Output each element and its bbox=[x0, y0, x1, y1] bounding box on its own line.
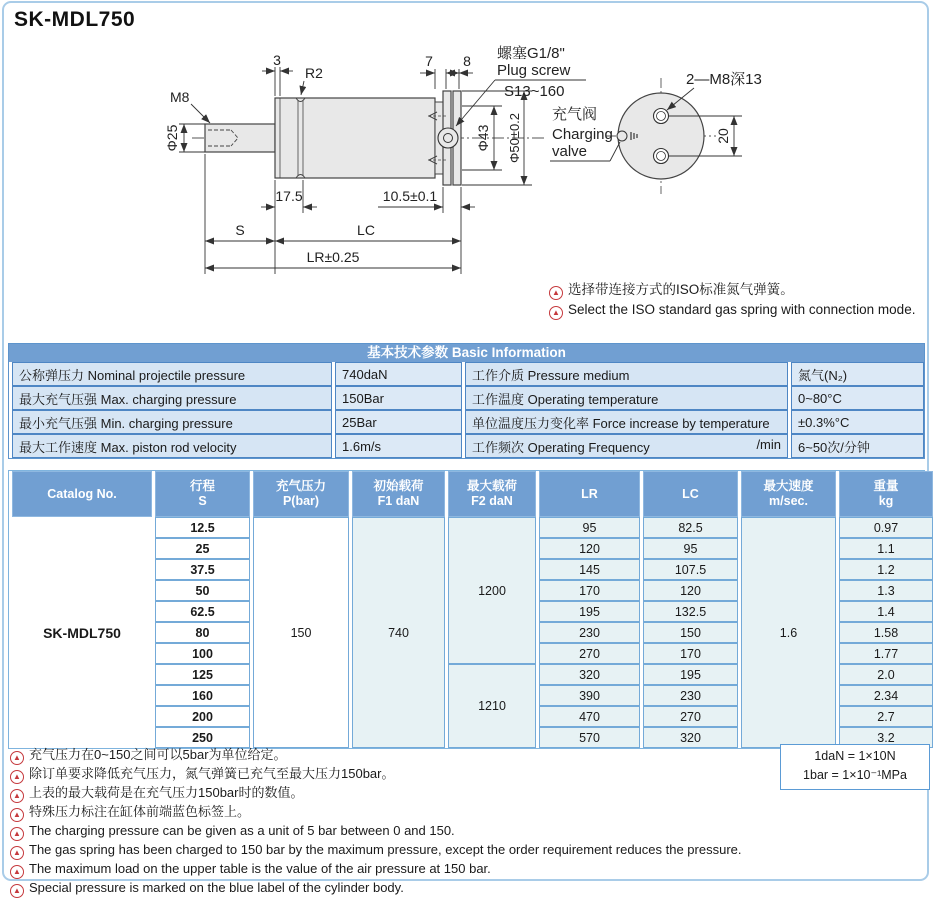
footnote-text: Special pressure is marked on the blue label of the cylinder body. bbox=[29, 880, 404, 895]
cell-stroke: 80 bbox=[155, 622, 250, 643]
footnote bbox=[10, 879, 742, 898]
param-label: 最大充气压强 Max. charging pressure bbox=[12, 386, 332, 410]
cell-initial-load: 740 bbox=[352, 517, 445, 748]
cell-stroke: 160 bbox=[155, 685, 250, 706]
param-label-text: 工作频次 Operating Frequency bbox=[472, 439, 650, 455]
footnote-text: 除订单要求降低充气压力，氮气弹簧已充气至最大压力150bar。 bbox=[29, 766, 395, 781]
valve-label-en2: valve bbox=[552, 143, 588, 160]
param-value: ±0.3%°C bbox=[791, 410, 924, 434]
r2-leader bbox=[301, 81, 304, 95]
cell-stroke: 250 bbox=[155, 727, 250, 748]
cell-lc: 120 bbox=[643, 580, 738, 601]
footnote-text: 上表的最大载荷是在充气压力150bar时的数值。 bbox=[29, 785, 304, 800]
param-label-text: 单位温度压力变化率 Force increase by temperature bbox=[472, 415, 770, 431]
drawing-notes bbox=[549, 280, 915, 320]
cell-lc: 170 bbox=[643, 643, 738, 664]
param-value: 25Bar bbox=[335, 410, 462, 434]
cell-weight: 3.2 bbox=[839, 727, 933, 748]
cell-weight: 2.0 bbox=[839, 664, 933, 685]
cell-max-load-1200: 1200 bbox=[448, 517, 536, 664]
basic-info-row bbox=[12, 410, 924, 434]
dim-20-label: 20 bbox=[715, 128, 731, 144]
warning-triangle-icon bbox=[549, 286, 563, 300]
footnote-text: The charging pressure can be given as a unit of 5 bar between 0 and 150. bbox=[29, 823, 455, 838]
cell-weight: 2.7 bbox=[839, 706, 933, 727]
cell-stroke: 125 bbox=[155, 664, 250, 685]
unit-conversion-box bbox=[780, 744, 930, 790]
cell-lr: 170 bbox=[539, 580, 640, 601]
end-hole-bottom bbox=[654, 149, 669, 164]
cell-stroke: 37.5 bbox=[155, 559, 250, 580]
cell-lc: 95 bbox=[643, 538, 738, 559]
warning-triangle-icon bbox=[10, 884, 24, 898]
cylinder-body bbox=[275, 98, 435, 178]
dim-7-8 bbox=[420, 69, 473, 89]
cell-stroke: 25 bbox=[155, 538, 250, 559]
param-label bbox=[465, 386, 788, 410]
cell-lr: 570 bbox=[539, 727, 640, 748]
cell-lc: 270 bbox=[643, 706, 738, 727]
col-header-weight: 重量 kg bbox=[839, 471, 933, 517]
cell-lr: 470 bbox=[539, 706, 640, 727]
cell-weight: 1.2 bbox=[839, 559, 933, 580]
basic-info-title: 基本技术参数 Basic Information bbox=[9, 344, 924, 362]
dim-dia50-label: Φ50±0.2 bbox=[507, 112, 522, 164]
cell-lc: 150 bbox=[643, 622, 738, 643]
unit-conversion-line: 1daN = 1×10N bbox=[814, 749, 896, 763]
col-header-catalog: Catalog No. bbox=[12, 471, 152, 517]
warning-triangle-icon bbox=[10, 865, 24, 879]
basic-info-row bbox=[12, 362, 924, 386]
charging-valve-symbol bbox=[617, 131, 627, 141]
col-header-stroke: 行程 S bbox=[155, 471, 250, 517]
cell-lc: 107.5 bbox=[643, 559, 738, 580]
spec-table bbox=[8, 470, 925, 749]
cell-lr: 390 bbox=[539, 685, 640, 706]
basic-info-table bbox=[8, 343, 925, 459]
warning-triangle-icon bbox=[10, 827, 24, 841]
cell-lr: 320 bbox=[539, 664, 640, 685]
cell-lr: 270 bbox=[539, 643, 640, 664]
basic-info-row bbox=[12, 386, 924, 410]
cell-catalog-no: SK-MDL750 bbox=[12, 517, 152, 748]
spec-header-row bbox=[12, 471, 933, 517]
cell-lc: 320 bbox=[643, 727, 738, 748]
footnote-text: The maximum load on the upper table is the value of the air pressure at 150 bar. bbox=[29, 861, 491, 876]
footnote-text: 特殊压力标注在缸体前端蓝色标签上。 bbox=[29, 804, 251, 819]
col-header-f1: 初始载荷 F1 daN bbox=[352, 471, 445, 517]
drawing-note bbox=[549, 280, 915, 300]
dim-lc-label: LC bbox=[357, 222, 375, 238]
cell-weight: 1.1 bbox=[839, 538, 933, 559]
col-header-speed: 最大速度 m/sec. bbox=[741, 471, 836, 517]
cell-lc: 82.5 bbox=[643, 517, 738, 538]
param-label-text: 工作介质 Pressure medium bbox=[472, 367, 630, 383]
m8-leader bbox=[191, 104, 210, 123]
param-value: 150Bar bbox=[335, 386, 462, 410]
footnote bbox=[10, 822, 742, 841]
cell-weight: 1.4 bbox=[839, 601, 933, 622]
param-value: 6~50次/分钟 bbox=[791, 434, 924, 458]
dim-3-label: 3 bbox=[273, 52, 281, 68]
dim-3 bbox=[262, 67, 293, 96]
unit-conversion-line: 1bar = 1×10⁻¹MPa bbox=[803, 768, 907, 782]
footnote-text: The gas spring has been charged to 150 bar by the maximum pressure, except the order requirement reduces the pressure. bbox=[29, 842, 742, 857]
param-value: 0~80°C bbox=[791, 386, 924, 410]
footnote bbox=[10, 803, 742, 822]
param-value: 740daN bbox=[335, 362, 462, 386]
col-header-pressure: 充气压力 P(bar) bbox=[253, 471, 349, 517]
end-hole-top bbox=[654, 109, 669, 124]
footnotes bbox=[10, 746, 742, 898]
cell-weight: 0.97 bbox=[839, 517, 933, 538]
piston-rod bbox=[205, 124, 275, 152]
col-header-f2: 最大载荷 F2 daN bbox=[448, 471, 536, 517]
dim-s-label: S bbox=[235, 222, 245, 238]
valve-label-en1: Charging bbox=[552, 126, 613, 143]
cell-stroke: 200 bbox=[155, 706, 250, 727]
drawing-note bbox=[549, 300, 915, 320]
dim-m8-label: M8 bbox=[170, 89, 190, 105]
dim-17-5-label: 17.5 bbox=[275, 188, 303, 204]
cell-weight: 1.58 bbox=[839, 622, 933, 643]
warning-triangle-icon bbox=[549, 306, 563, 320]
param-value: 氮气(N₂) bbox=[791, 362, 924, 386]
warning-triangle-icon bbox=[10, 846, 24, 860]
cell-stroke: 50 bbox=[155, 580, 250, 601]
param-label bbox=[465, 362, 788, 386]
footnote bbox=[10, 841, 742, 860]
footnote bbox=[10, 765, 742, 784]
plug-screw bbox=[438, 128, 458, 148]
cell-lc: 195 bbox=[643, 664, 738, 685]
dim-8-label: 8 bbox=[463, 53, 471, 69]
dim-10-5-label: 10.5±0.1 bbox=[382, 188, 438, 204]
cell-weight: 1.77 bbox=[839, 643, 933, 664]
page-title: SK-MDL750 bbox=[14, 8, 136, 31]
plug-label-en: Plug screw bbox=[497, 62, 571, 79]
cell-lc: 132.5 bbox=[643, 601, 738, 622]
dim-r2-label: R2 bbox=[305, 65, 323, 81]
footnote bbox=[10, 784, 742, 803]
param-label: 最大工作速度 Max. piston rod velocity bbox=[12, 434, 332, 458]
cell-lc: 230 bbox=[643, 685, 738, 706]
param-label bbox=[465, 434, 788, 458]
cell-stroke: 12.5 bbox=[155, 517, 250, 538]
param-value: 1.6m/s bbox=[335, 434, 462, 458]
drawing-note-text: Select the ISO standard gas spring with connection mode. bbox=[568, 302, 916, 317]
param-label: 公称弹压力 Nominal projectile pressure bbox=[12, 362, 332, 386]
valve-label-cn: 充气阀 bbox=[552, 106, 598, 123]
cell-max-speed: 1.6 bbox=[741, 517, 836, 748]
param-label-text: 工作温度 Operating temperature bbox=[472, 391, 659, 407]
spec-row bbox=[12, 517, 933, 538]
warning-triangle-icon bbox=[10, 770, 24, 784]
end-view bbox=[606, 78, 716, 194]
dim-lr-label: LR±0.25 bbox=[306, 249, 360, 265]
valve-leader bbox=[610, 142, 620, 161]
dim-dia25-label: Φ25 bbox=[164, 124, 180, 152]
footnote-text: 充气压力在0~150之间可以5bar为单位给定。 bbox=[29, 747, 287, 762]
col-header-lr: LR bbox=[539, 471, 640, 517]
cell-max-load-1210: 1210 bbox=[448, 664, 536, 748]
cell-weight: 1.3 bbox=[839, 580, 933, 601]
cell-lr: 230 bbox=[539, 622, 640, 643]
plug-leader bbox=[456, 80, 495, 126]
warning-triangle-icon bbox=[10, 751, 24, 765]
footnote bbox=[10, 746, 742, 765]
cell-lr: 195 bbox=[539, 601, 640, 622]
cell-lr: 95 bbox=[539, 517, 640, 538]
plug-s-range: S13~160 bbox=[504, 83, 565, 100]
param-unit: /min bbox=[756, 436, 781, 452]
param-label bbox=[465, 410, 788, 434]
cell-lr: 120 bbox=[539, 538, 640, 559]
plug-label-cn: 螺塞G1/8" bbox=[497, 45, 565, 62]
drawing-note-text: 选择带连接方式的ISO标准氮气弹簧。 bbox=[568, 282, 794, 297]
cell-stroke: 100 bbox=[155, 643, 250, 664]
warning-triangle-icon bbox=[10, 808, 24, 822]
warning-triangle-icon bbox=[10, 789, 24, 803]
footnote bbox=[10, 860, 742, 879]
dim-7-label: 7 bbox=[425, 53, 433, 69]
cell-charging-pressure: 150 bbox=[253, 517, 349, 748]
param-label: 最小充气压强 Min. charging pressure bbox=[12, 410, 332, 434]
basic-info-row bbox=[12, 434, 924, 458]
cell-stroke: 62.5 bbox=[155, 601, 250, 622]
end-holes-label: 2—M8深13 bbox=[686, 71, 762, 88]
col-header-lc: LC bbox=[643, 471, 738, 517]
cell-lr: 145 bbox=[539, 559, 640, 580]
cell-weight: 2.34 bbox=[839, 685, 933, 706]
dim-dia43-label: Φ43 bbox=[475, 124, 491, 152]
